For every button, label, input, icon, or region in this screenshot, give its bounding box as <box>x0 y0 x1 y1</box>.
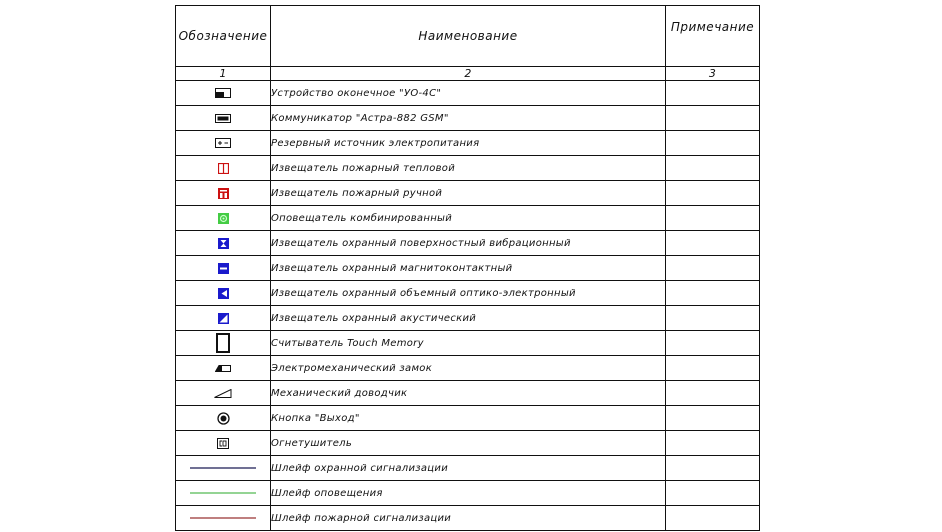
row-name: Извещатель охранный поверхностный вибрационный <box>271 231 666 256</box>
row-name: Коммуникатор "Астра-882 GSM" <box>271 106 666 131</box>
row-note <box>666 381 760 406</box>
table-row <box>176 506 760 531</box>
table-row <box>176 131 760 156</box>
row-note <box>666 156 760 181</box>
terminal-device-icon <box>215 88 231 98</box>
table-row <box>176 156 760 181</box>
table-row <box>176 431 760 456</box>
table-row <box>176 356 760 381</box>
table-row <box>176 456 760 481</box>
table-row <box>176 181 760 206</box>
header-row <box>176 6 760 67</box>
table-row <box>176 206 760 231</box>
row-name: Резервный источник электропитания <box>271 131 666 156</box>
row-note <box>666 306 760 331</box>
table-row <box>176 306 760 331</box>
row-name: Шлейф охранной сигнализации <box>271 456 666 481</box>
row-name: Устройство оконечное "УО-4С" <box>271 81 666 106</box>
magnetic-contact-detector-icon <box>218 263 229 274</box>
table-row <box>176 331 760 356</box>
row-name: Извещатель пожарный тепловой <box>271 156 666 181</box>
exit-button-icon <box>217 412 230 425</box>
row-name: Механический доводчик <box>271 381 666 406</box>
column-number-1: 1 <box>176 67 271 81</box>
combined-annunciator-icon <box>218 213 229 224</box>
row-name: Извещатель охранный магнитоконтактный <box>271 256 666 281</box>
row-note <box>666 506 760 531</box>
row-note <box>666 206 760 231</box>
table-row <box>176 381 760 406</box>
fire-manual-call-point-icon <box>218 188 229 199</box>
vibration-detector-icon <box>218 238 229 249</box>
optical-volume-detector-icon <box>218 288 229 299</box>
row-note <box>666 281 760 306</box>
row-note <box>666 106 760 131</box>
row-note <box>666 356 760 381</box>
security-loop-line-icon <box>190 466 256 470</box>
row-note <box>666 456 760 481</box>
table-row <box>176 231 760 256</box>
acoustic-detector-icon <box>218 313 229 324</box>
table-row <box>176 481 760 506</box>
fire-loop-line-icon <box>190 516 256 520</box>
row-name: Огнетушитель <box>271 431 666 456</box>
electromechanical-lock-icon <box>215 365 231 372</box>
row-name: Извещатель пожарный ручной <box>271 181 666 206</box>
row-name: Шлейф оповещения <box>271 481 666 506</box>
row-note <box>666 481 760 506</box>
row-note <box>666 431 760 456</box>
row-name: Оповещатель комбинированный <box>271 206 666 231</box>
table-row <box>176 106 760 131</box>
door-closer-icon <box>214 389 232 398</box>
column-number-3: 3 <box>666 67 760 81</box>
header-note: Примечание <box>666 6 760 67</box>
row-note <box>666 331 760 356</box>
table-row <box>176 256 760 281</box>
touch-memory-reader-icon <box>216 333 230 353</box>
column-number-2: 2 <box>271 67 666 81</box>
table-row <box>176 81 760 106</box>
row-note <box>666 81 760 106</box>
row-note <box>666 406 760 431</box>
row-note <box>666 231 760 256</box>
table-row <box>176 406 760 431</box>
fire-heat-detector-icon <box>218 163 229 174</box>
header-designation: Обозначение <box>176 6 271 67</box>
header-name: Наименование <box>271 6 666 67</box>
row-name: Шлейф пожарной сигнализации <box>271 506 666 531</box>
legend-sheet <box>175 5 759 531</box>
row-note <box>666 256 760 281</box>
fire-extinguisher-icon <box>217 438 229 449</box>
communicator-icon <box>215 114 231 123</box>
row-note <box>666 131 760 156</box>
column-number-row <box>176 67 760 81</box>
notification-loop-line-icon <box>190 491 256 495</box>
table-row <box>176 281 760 306</box>
symbol-legend-table <box>175 5 760 531</box>
row-name: Кнопка "Выход" <box>271 406 666 431</box>
row-name: Извещатель охранный акустический <box>271 306 666 331</box>
row-name: Считыватель Touch Memory <box>271 331 666 356</box>
row-name: Извещатель охранный объемный оптико-электронный <box>271 281 666 306</box>
backup-power-icon <box>215 138 231 148</box>
row-name: Электромеханический замок <box>271 356 666 381</box>
row-note <box>666 181 760 206</box>
